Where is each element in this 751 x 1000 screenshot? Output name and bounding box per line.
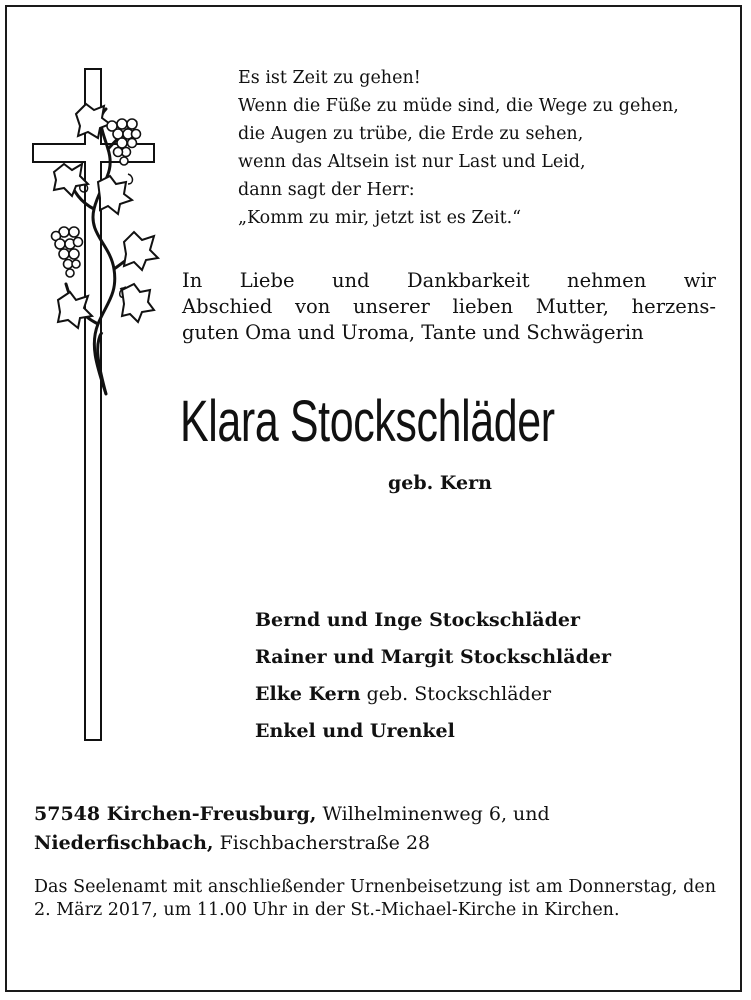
address-line <box>34 829 550 858</box>
mourner-line <box>255 602 611 639</box>
cross-with-vine-icon <box>28 64 168 744</box>
poem-line: die Augen zu trübe, die Erde zu sehen, <box>238 124 584 144</box>
address-street: Fischbacherstraße 28 <box>213 832 431 854</box>
deceased-name: Klara Stockschläder <box>180 389 555 454</box>
mourner-line <box>255 676 611 713</box>
address-town: Niederfischbach, <box>34 832 214 854</box>
address-line <box>34 800 550 829</box>
maiden-name: geb. Kern <box>388 472 492 494</box>
intro-line: guten Oma und Uroma, Tante und Schwägerin <box>182 321 644 344</box>
poem-line: wenn das Altsein ist nur Last und Leid, <box>238 152 586 172</box>
mourner-line <box>255 639 611 676</box>
mourner-name: Enkel und Urenkel <box>255 720 455 742</box>
mourner-name: Rainer und Margit Stockschläder <box>255 646 611 668</box>
poem-line: Es ist Zeit zu gehen! <box>238 68 421 88</box>
intro-line: In Liebe und Dankbarkeit nehmen wir <box>182 269 716 292</box>
poem <box>238 64 718 232</box>
poem-line: dann sagt der Herr: <box>238 180 415 200</box>
poem-line: Wenn die Füße zu müde sind, die Wege zu gehen, <box>238 96 679 116</box>
poem-line: „Komm zu mir, jetzt ist es Zeit.“ <box>238 208 522 228</box>
intro-line: Abschied von unserer lieben Mutter, herzens- <box>182 295 716 318</box>
mourners-list <box>255 602 611 750</box>
mourner-name: Elke Kern <box>255 683 361 705</box>
mourner-maiden-name: geb. Stockschläder <box>360 683 552 705</box>
mourner-line <box>255 713 611 750</box>
address-street: Wilhelminenweg 6, und <box>316 803 550 825</box>
mourner-name: Bernd und Inge Stockschläder <box>255 609 580 631</box>
address-block <box>34 800 550 858</box>
intro-text <box>182 268 716 346</box>
address-town: 57548 Kirchen-Freusburg, <box>34 803 317 825</box>
service-notice: Das Seelenamt mit anschließender Urnenbeisetzung ist am Donnerstag, den 2. März 2017, um 11.00 Uhr in der St.-Michael-Kirche in Kirchen. <box>34 877 716 920</box>
